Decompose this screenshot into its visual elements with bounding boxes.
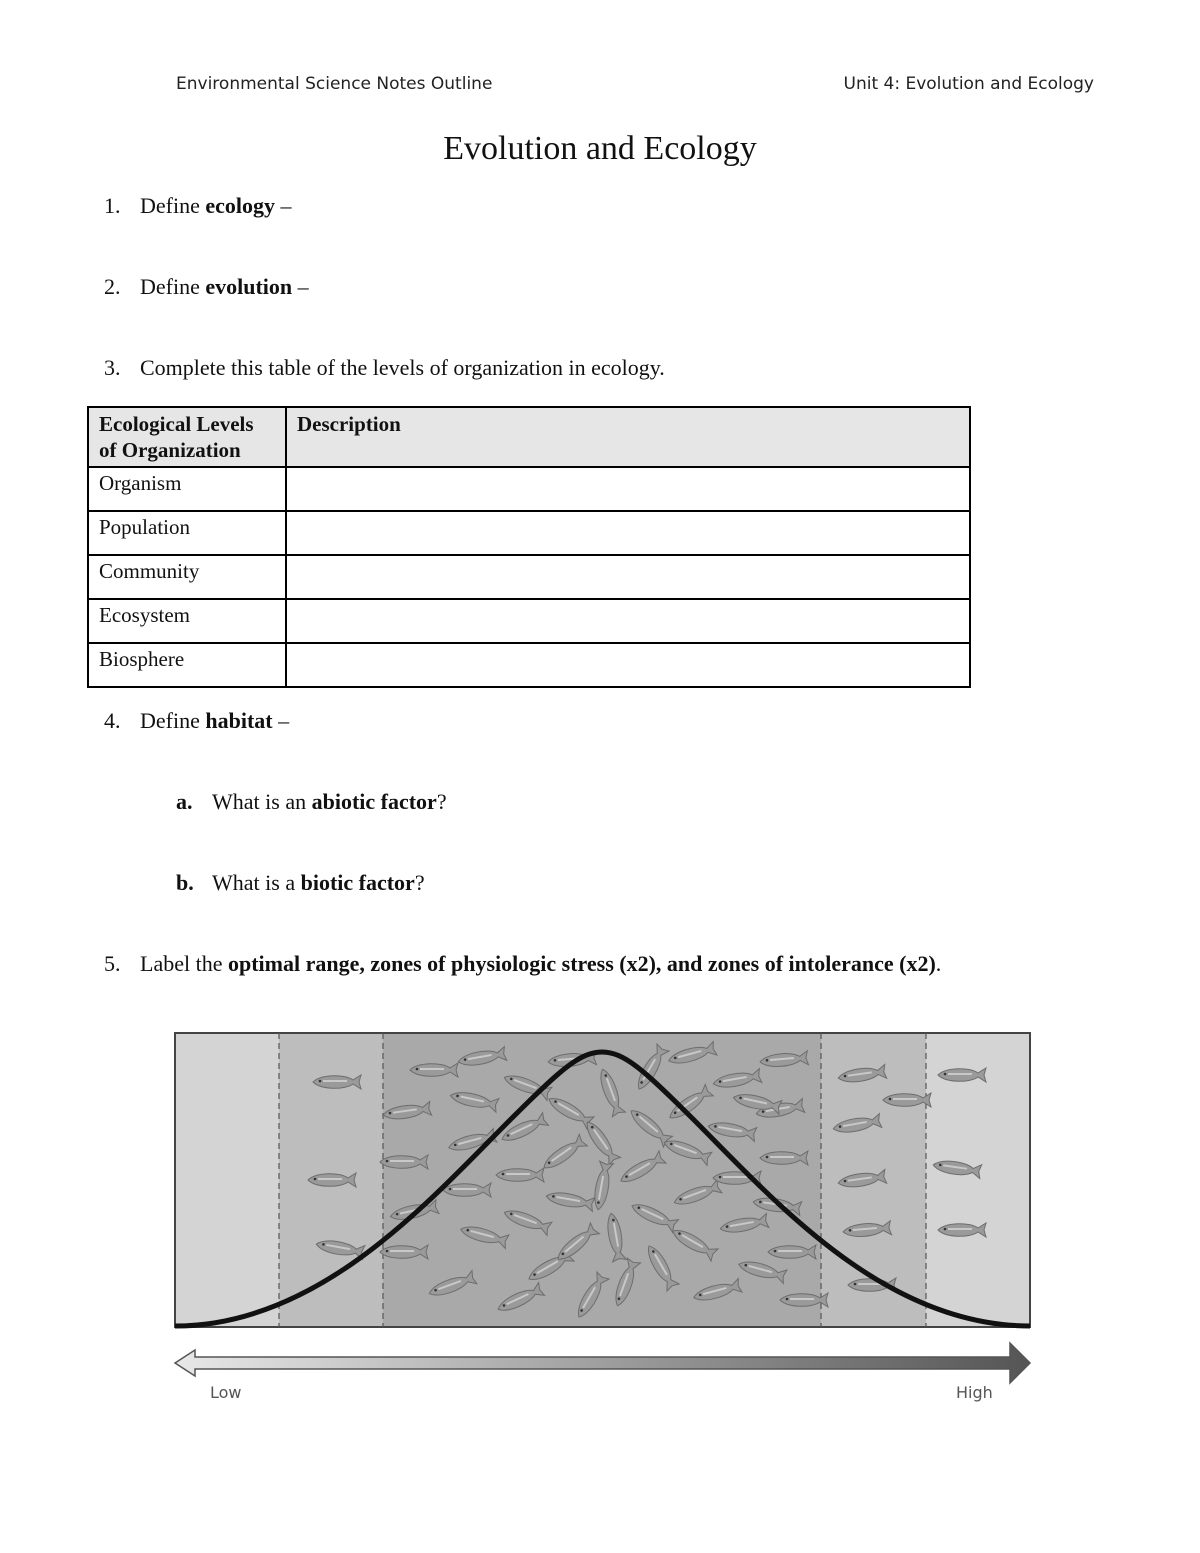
table-header-levels: Ecological Levels of Organization	[88, 407, 286, 467]
description-cell[interactable]	[286, 643, 970, 687]
table-row	[88, 599, 970, 643]
zone-intolerance-low	[175, 1033, 279, 1327]
table-header-row	[88, 407, 970, 467]
table-row	[88, 467, 970, 511]
tolerance-curve-diagram	[170, 1030, 1034, 1410]
high-label: High	[956, 1383, 993, 1402]
question-1: 1. Define ecology –	[104, 193, 292, 218]
table-row	[88, 511, 970, 555]
table-row	[88, 555, 970, 599]
level-name: Ecosystem	[88, 599, 286, 643]
question-4a: a. What is an abiotic factor?	[176, 789, 447, 814]
table-row	[88, 643, 970, 687]
tolerance-range-figure	[170, 1030, 1034, 1410]
level-name: Community	[88, 555, 286, 599]
description-cell[interactable]	[286, 467, 970, 511]
range-arrow	[175, 1343, 1030, 1383]
low-label: Low	[210, 1383, 242, 1402]
page-title: Evolution and Ecology	[443, 130, 757, 167]
question-4: 4. Define habitat –	[104, 708, 290, 733]
level-name: Population	[88, 511, 286, 555]
levels-table	[87, 406, 971, 688]
question-2: 2. Define evolution –	[104, 274, 309, 299]
question-4b: b. What is a biotic factor?	[176, 870, 425, 895]
header-left: Environmental Science Notes Outline	[176, 74, 493, 94]
table-header-description: Description	[286, 407, 970, 467]
description-cell[interactable]	[286, 511, 970, 555]
description-cell[interactable]	[286, 555, 970, 599]
level-name: Biosphere	[88, 643, 286, 687]
question-5: 5. Label the optimal range, zones of physiologic stress (x2), and zones of intolerance (x2).	[104, 951, 942, 976]
description-cell[interactable]	[286, 599, 970, 643]
header-right: Unit 4: Evolution and Ecology	[843, 74, 1094, 94]
level-name: Organism	[88, 467, 286, 511]
question-3: 3. Complete this table of the levels of organization in ecology.	[104, 355, 665, 380]
